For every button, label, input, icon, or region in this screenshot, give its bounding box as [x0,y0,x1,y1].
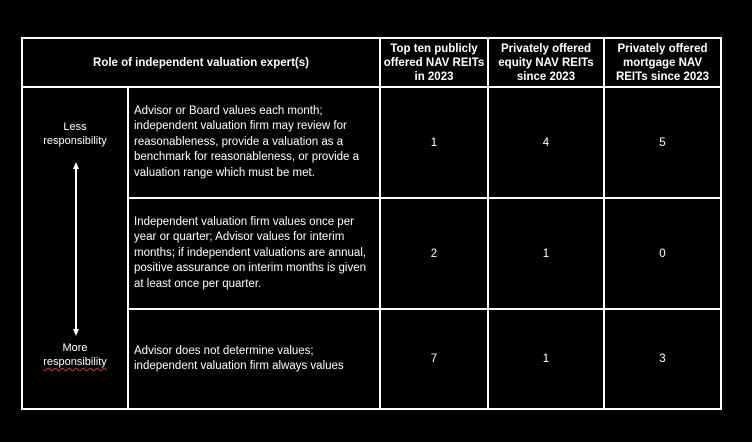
row3-description [129,310,379,408]
row2-description-text: Independent valuation firm values once per year or quarter; Advisor values for interim months; if independent valuations are annual, positive assurance on interim months is given at least once per quarter. [134,215,367,290]
scale-bottom-label-line1: More [62,342,88,354]
valuation-table [21,37,722,410]
row3-private-equity-value: 1 [542,353,550,365]
row2-public-value: 2 [430,247,438,260]
header-col-private-mortgage-label: Privately offered mortgage NAV REITs since 2023 [615,42,710,83]
row1-description-text: Advisor or Board values each month; independent valuation firm may review for reasonableness, provide a valuation as a benchmark for reasonableness, or provide a valuation range which must be met. [134,104,360,179]
row1-private-mortgage-value: 5 [659,136,666,149]
row1-public-value: 1 [430,136,438,149]
row3-private-mortgage-value: 3 [659,353,666,365]
header-col-private-mortgage [605,39,720,86]
scale-bottom-label [23,341,127,369]
header-role-label: Role of independent valuation expert(s) [93,56,309,69]
header-col-public [381,39,487,86]
header-col-public-label: Top ten publicly offered NAV REITs in 2023 [383,42,485,83]
double-headed-vertical-arrow-icon [73,162,79,336]
row1-description [129,88,379,197]
scale-bottom-label-line2: responsibility [43,356,107,368]
scale-top-label: Less responsibility [43,121,107,147]
row3-public-value: 7 [430,353,438,365]
row3-description-text: Advisor does not determine values; independent valuation firm always values [134,344,344,372]
row2-private-mortgage-value: 0 [659,247,666,260]
row2-description [129,199,379,308]
row1-private-equity-value: 4 [542,136,550,149]
header-col-private-equity-label: Privately offered equity NAV REITs since 2023 [498,42,594,83]
header-col-private-equity [489,39,603,86]
row2-private-equity-value: 1 [542,247,550,260]
header-role [23,39,379,86]
